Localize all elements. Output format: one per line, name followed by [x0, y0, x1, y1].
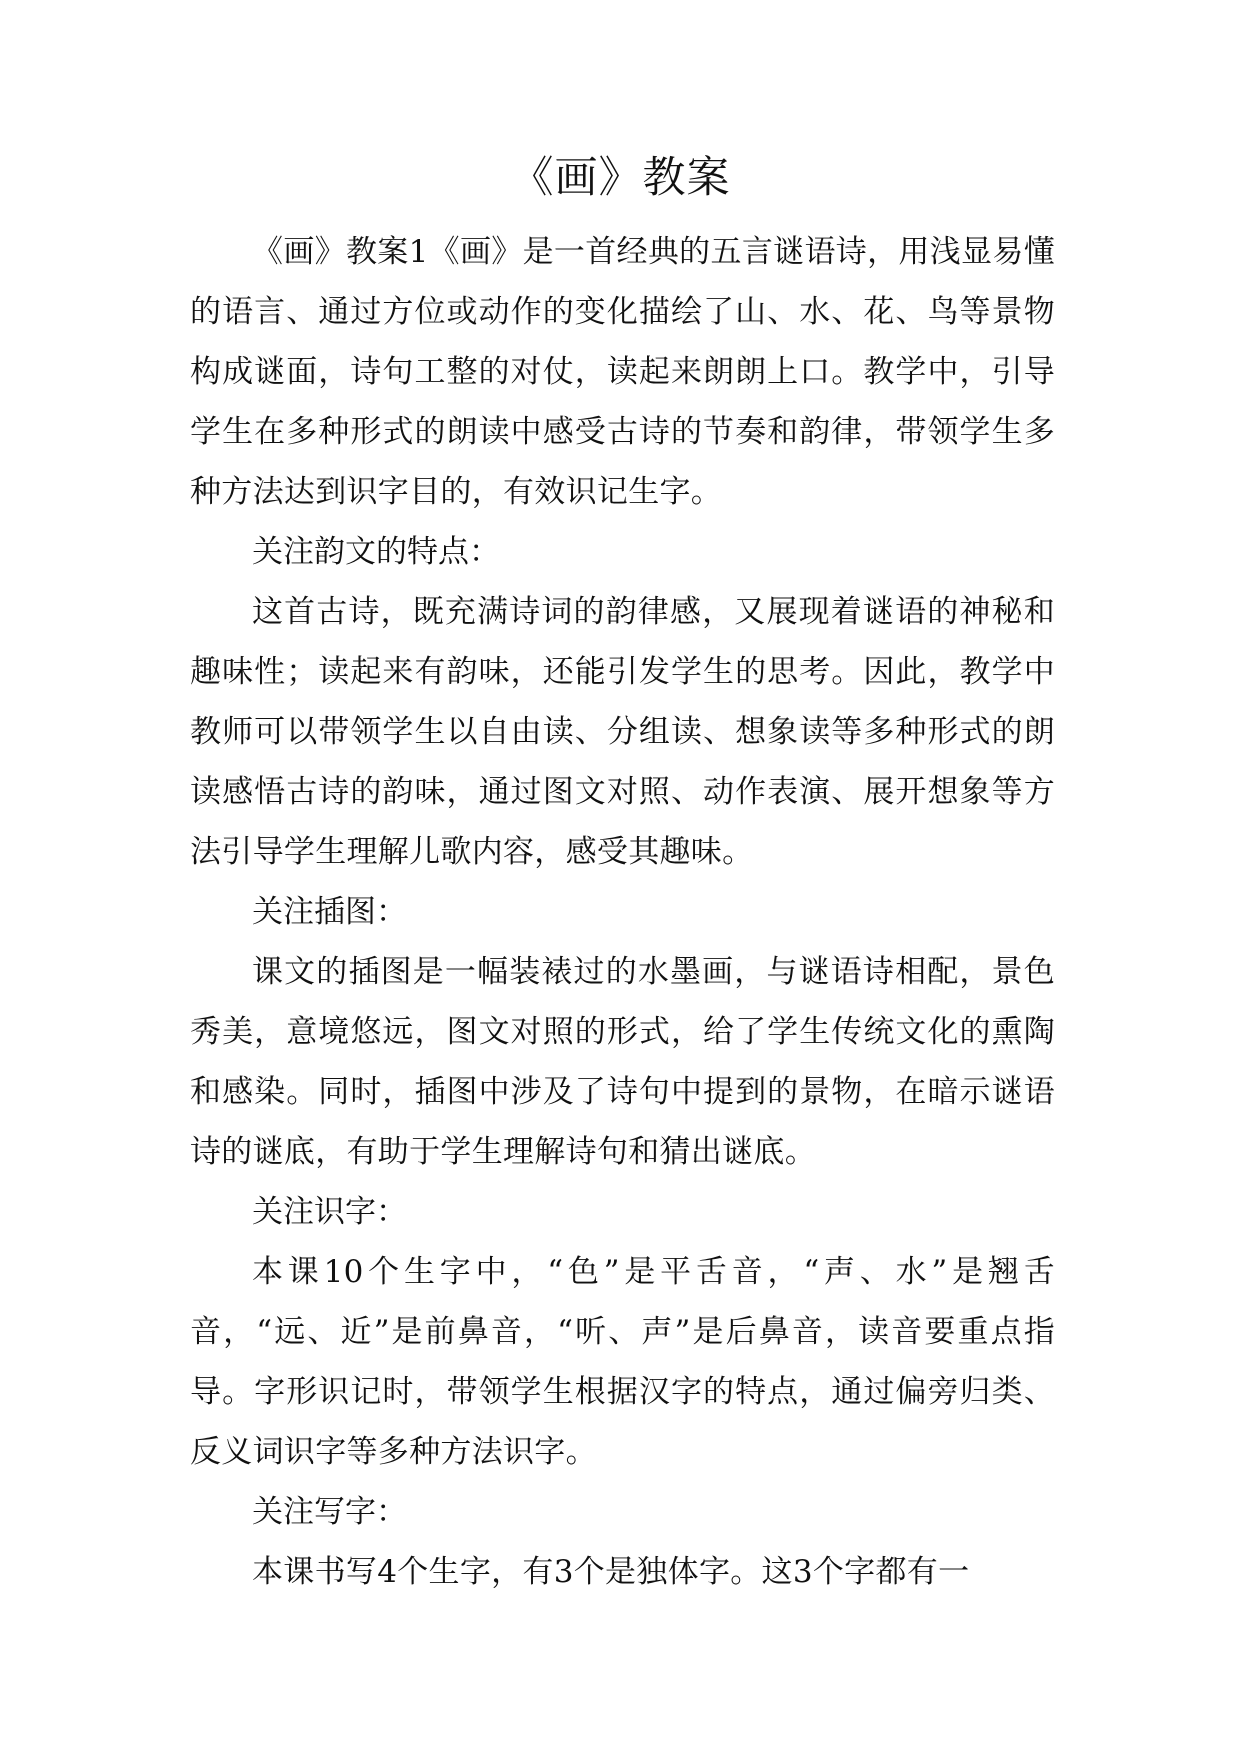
section-heading-illustration: 关注插图：: [252, 894, 407, 930]
illustration-paragraph: 课文的插图是一幅装裱过的水墨画，与谜语诗相配，景色秀美，意境悠远，图文对照的形式，给了学生传统文化的熏陶和感染。同时，插图中涉及了诗句中提到的景物，在暗示谜语诗的谜底，有助于学生理解诗句和猜出谜底。: [190, 954, 1055, 1170]
writing-paragraph: 本课书写4个生字，有3个是独体字。这3个字都有一: [252, 1554, 970, 1590]
intro-paragraph: 《画》教案1《画》是一首经典的五言谜语诗，用浅显易懂的语言、通过方位或动作的变化描绘了山、水、花、鸟等景物构成谜面，诗句工整的对仗，读起来朗朗上口。教学中，引导学生在多种形式的朗读中感受古诗的节奏和韵律，带领学生多种方法达到识字目的，有效识记生字。: [190, 234, 1055, 510]
section-heading-rhyme: 关注韵文的特点：: [252, 534, 500, 570]
document-body: [190, 222, 1055, 1602]
section-heading-writing: 关注写字：: [252, 1494, 407, 1530]
rhyme-paragraph: 这首古诗，既充满诗词的韵律感，又展现着谜语的神秘和趣味性；读起来有韵味，还能引发学生的思考。因此，教学中教师可以带领学生以自由读、分组读、想象读等多种形式的朗读感悟古诗的韵味，通过图文对照、动作表演、展开想象等方法引导学生理解儿歌内容，感受其趣味。: [190, 594, 1055, 870]
document-title: 《画》教案: [510, 153, 731, 203]
literacy-paragraph: 本课10个生字中，“色”是平舌音，“声、水”是翘舌音，“远、近”是前鼻音，“听、声”是后鼻音，读音要重点指导。字形识记时，带领学生根据汉字的特点，通过偏旁归类、反义词识字等多种方法识字。: [190, 1254, 1055, 1470]
section-heading-literacy: 关注识字：: [252, 1194, 407, 1230]
